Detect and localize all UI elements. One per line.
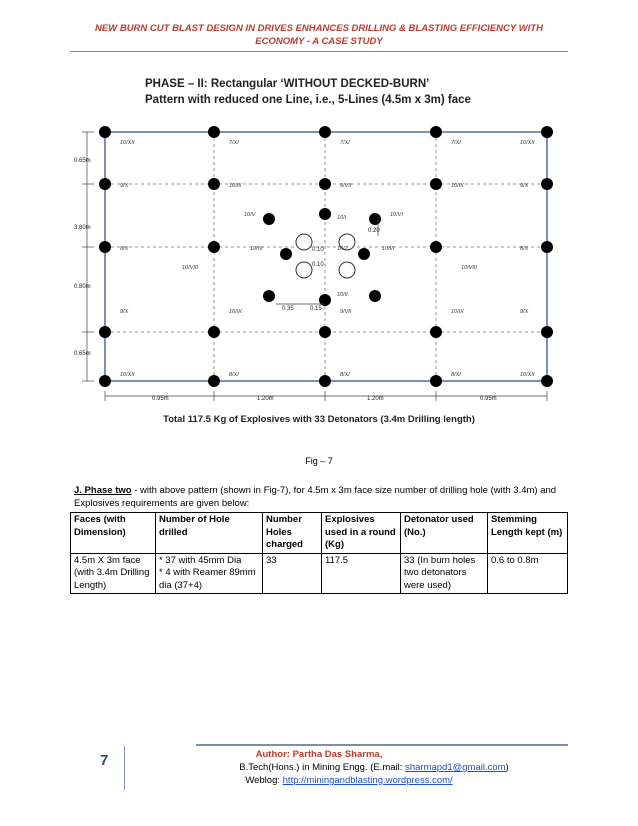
hole-label: 8/X xyxy=(520,246,529,252)
th-holes-charged: Number Holes charged xyxy=(263,513,322,554)
phase-two-paragraph xyxy=(74,484,568,510)
author-block xyxy=(0,748,638,787)
dimension-label: 0.65m xyxy=(74,351,91,357)
hole-label: 9/X xyxy=(120,309,129,315)
hole-label: 9/X xyxy=(120,183,129,189)
face-outline xyxy=(105,132,547,381)
hole-label: 10/VIII xyxy=(182,265,198,271)
dimension-label: 0.10 xyxy=(312,247,324,253)
cell-detonators: 33 (In burn holes two detonators were used) xyxy=(401,553,488,594)
hole-label: 10/VI xyxy=(390,212,403,218)
blast-hole xyxy=(541,126,553,138)
weblog-label: Weblog: xyxy=(245,775,283,786)
table-header-row xyxy=(71,513,568,554)
blast-hole xyxy=(99,326,111,338)
cell-stemming: 0.6 to 0.8m xyxy=(488,553,568,594)
blast-hole xyxy=(319,375,331,387)
blast-hole xyxy=(319,326,331,338)
blast-hole xyxy=(208,326,220,338)
hole-label: 10/Z xyxy=(337,246,349,252)
hole-label: 10/VIII xyxy=(461,265,477,271)
blast-pattern-figure xyxy=(72,64,566,444)
hole-pattern-diagram xyxy=(72,64,566,404)
explosives-requirement-table xyxy=(70,512,568,594)
blast-hole xyxy=(358,248,370,260)
blast-hole xyxy=(319,178,331,190)
th-detonators: Detonator used (No.) xyxy=(401,513,488,554)
blast-hole xyxy=(99,126,111,138)
email-link[interactable]: sharmapd1@gmail.com xyxy=(405,762,506,773)
table-row xyxy=(71,553,568,594)
hole-label: 7/XI xyxy=(451,140,461,146)
cell-holes-drilled-line-2: * 4 with Reamer 89mm dia (37+4) xyxy=(159,567,256,591)
header-divider xyxy=(70,51,568,52)
hole-label: 10/XII xyxy=(520,372,535,378)
th-faces: Faces (with Dimension) xyxy=(71,513,156,554)
hole-label: 10/IX xyxy=(451,309,464,315)
blast-hole xyxy=(430,241,442,253)
dimension-label: 0.95m xyxy=(480,396,497,402)
dimension-label: 0.80m xyxy=(74,284,91,290)
dimension-label: 0.95m xyxy=(152,396,169,402)
degree-text: B.Tech(Hons.) in Mining Engg. (E.mail: xyxy=(239,762,406,773)
author-weblog xyxy=(60,774,638,787)
hole-label: 9/VII xyxy=(340,183,352,189)
dimension-label: 3.80m xyxy=(74,225,91,231)
blast-hole xyxy=(430,178,442,190)
page-number: 7 xyxy=(100,752,109,769)
cell-holes-drilled-line-1: * 37 with 45mm Dia xyxy=(159,554,242,566)
cell-holes-charged: 33 xyxy=(263,553,322,594)
dimension-label: 1.20m xyxy=(367,396,384,402)
degree-suffix: ) xyxy=(505,762,509,773)
dimension-label: 0.65m xyxy=(74,158,91,164)
author-degree xyxy=(110,761,638,774)
reamer-hole xyxy=(339,262,355,278)
hole-label: 10/IX xyxy=(451,183,464,189)
dimension-label: 0.20 xyxy=(368,228,380,234)
blast-hole xyxy=(430,126,442,138)
phase-two-text: - with above pattern (shown in Fig-7), for 4.5m x 3m face size number of drilling hole (with 3.4m) and Explosives requirements are given below: xyxy=(74,485,557,509)
blast-hole xyxy=(541,178,553,190)
blast-hole xyxy=(99,241,111,253)
blast-hole xyxy=(430,326,442,338)
blast-hole xyxy=(541,375,553,387)
hole-label: 9/X xyxy=(520,309,529,315)
th-explosives: Explosives used in a round (Kg) xyxy=(322,513,401,554)
author-name: Author: Partha Das Sharma, xyxy=(255,749,383,760)
hole-label: 9/X xyxy=(520,183,529,189)
blast-hole xyxy=(208,126,220,138)
blast-hole xyxy=(369,213,381,225)
figure-caption: Fig – 7 xyxy=(305,456,333,466)
figure-total: Total 117.5 Kg of Explosives with 33 Detonators (3.4m Drilling length) xyxy=(163,414,475,425)
hole-label: 8/X xyxy=(120,246,129,252)
blast-hole xyxy=(263,213,275,225)
header-line-1: NEW BURN CUT BLAST DESIGN IN DRIVES ENHANCES DRILLING & BLASTING EFFICIENCY WITH xyxy=(95,23,543,34)
hole-label: 10/IX xyxy=(229,309,242,315)
cell-holes-drilled xyxy=(156,553,263,594)
hole-label: 8/XI xyxy=(229,372,239,378)
figure-title-line-1: PHASE – II: Rectangular ‘WITHOUT DECKED-BURN’ xyxy=(145,78,430,90)
blast-hole xyxy=(430,375,442,387)
dimension-label: 0.35 xyxy=(282,306,294,312)
blast-hole xyxy=(280,248,292,260)
hole-label: 10/IV xyxy=(250,246,263,252)
footer-divider xyxy=(196,744,568,746)
blast-hole xyxy=(99,375,111,387)
hole-label: 9/VII xyxy=(340,309,352,315)
blast-hole xyxy=(319,126,331,138)
phase-two-label: J. Phase two xyxy=(74,485,132,496)
blast-hole xyxy=(208,178,220,190)
dimension-label: 0.10 xyxy=(312,262,324,268)
blast-hole xyxy=(369,290,381,302)
th-stemming: Stemming Length kept (m) xyxy=(488,513,568,554)
cell-face: 4.5m X 3m face (with 3.4m Drilling Length) xyxy=(71,553,156,594)
hole-label: 10/IX xyxy=(229,183,242,189)
weblog-link[interactable]: http://miningandblasting.wordpress.com/ xyxy=(282,775,453,786)
hole-label: 10/I xyxy=(337,215,347,221)
header-line-2: ECONOMY - A CASE STUDY xyxy=(255,36,383,47)
hole-label: 10/III xyxy=(382,246,395,252)
figure-title-line-2: Pattern with reduced one Line, i.e., 5-Lines (4.5m x 3m) face xyxy=(145,94,471,106)
hole-label: 7/XI xyxy=(229,140,239,146)
blast-hole xyxy=(263,290,275,302)
blast-hole xyxy=(541,241,553,253)
hole-label: 10/XII xyxy=(520,140,535,146)
hole-label: 10/V xyxy=(244,212,256,218)
hole-label: 8/XI xyxy=(340,372,350,378)
hole-label: 10/XII xyxy=(120,372,135,378)
running-header xyxy=(60,22,578,48)
reamer-hole xyxy=(296,262,312,278)
th-holes-drilled: Number of Hole drilled xyxy=(156,513,263,554)
dimension-label: 1.20m xyxy=(257,396,274,402)
reamer-hole xyxy=(296,234,312,250)
hole-label: 7/XI xyxy=(340,140,350,146)
blast-hole xyxy=(208,241,220,253)
blast-hole xyxy=(208,375,220,387)
blast-hole xyxy=(541,326,553,338)
hole-label: 8/XI xyxy=(451,372,461,378)
cell-explosives: 117.5 xyxy=(322,553,401,594)
hole-label: 10/II xyxy=(337,292,348,298)
dimension-label: 0.15 xyxy=(310,306,322,312)
hole-label: 10/XII xyxy=(120,140,135,146)
blast-hole xyxy=(319,208,331,220)
blast-hole xyxy=(99,178,111,190)
